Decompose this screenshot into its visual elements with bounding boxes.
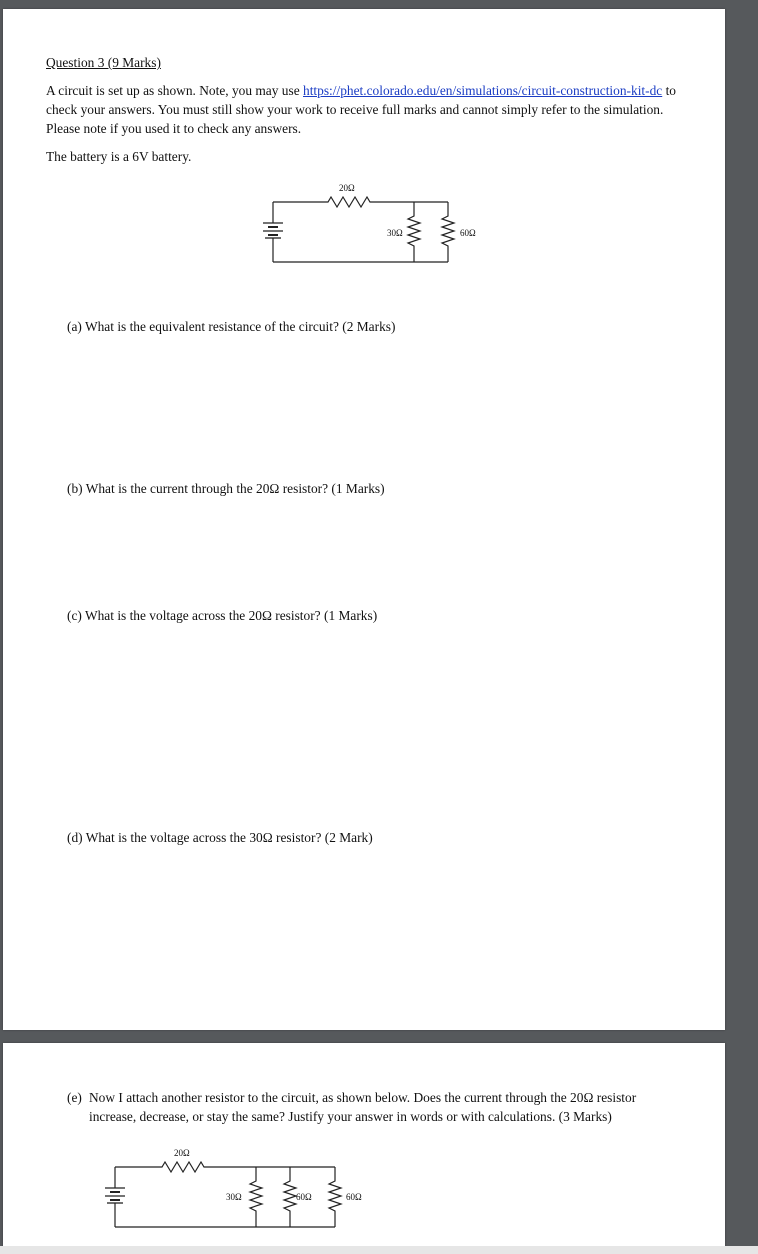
question-title: Question 3 (9 Marks) xyxy=(46,55,161,70)
part-e-text: Now I attach another resistor to the circuit, as shown below. Does the current through the 20Ω resistor increase, decrease, or stay the same? Justify your answer in words or with calculations. (3 Marks) xyxy=(89,1090,637,1124)
resistor-60-label-2a: 60Ω xyxy=(296,1192,312,1202)
part-e-question xyxy=(67,1088,677,1126)
part-e-label: (e) xyxy=(67,1090,82,1105)
part-c-question: (c) What is the voltage across the 20Ω resistor? (1 Marks) xyxy=(67,608,378,623)
resistor-20-label: 20Ω xyxy=(339,183,355,193)
part-d-question: (d) What is the voltage across the 30Ω resistor? (2 Mark) xyxy=(67,830,373,845)
phet-simulation-link[interactable]: https://phet.colorado.edu/en/simulations/circuit-construction-kit-dc xyxy=(303,83,663,98)
resistor-60-label-2b: 60Ω xyxy=(346,1192,362,1202)
resistor-60-label: 60Ω xyxy=(460,228,476,238)
resistor-20-label-2: 20Ω xyxy=(174,1148,190,1158)
battery-statement: The battery is a 6V battery. xyxy=(46,149,192,164)
circuit-diagram-1 xyxy=(258,178,476,268)
part-b-question: (b) What is the current through the 20Ω resistor? (1 Marks) xyxy=(67,481,385,496)
battery-symbol-2 xyxy=(105,1188,125,1203)
resistor-30-label: 30Ω xyxy=(387,228,403,238)
document-page-1 xyxy=(3,9,725,1030)
intro-text-end: to check your answers. You must still show your work to receive full marks and cannot simply refer to the simulation. Please note if you used it to check any answers. xyxy=(46,83,676,136)
resistor-30-label-2: 30Ω xyxy=(226,1192,242,1202)
intro-text-start: A circuit is set up as shown. Note, you may use xyxy=(46,83,303,98)
part-a-question: (a) What is the equivalent resistance of the circuit? (2 Marks) xyxy=(67,319,396,334)
circuit-diagram-2 xyxy=(100,1143,370,1233)
battery-symbol xyxy=(263,223,283,238)
viewer-bottom-bar xyxy=(0,1246,758,1254)
question-intro xyxy=(46,81,696,138)
document-page-2 xyxy=(3,1043,725,1254)
